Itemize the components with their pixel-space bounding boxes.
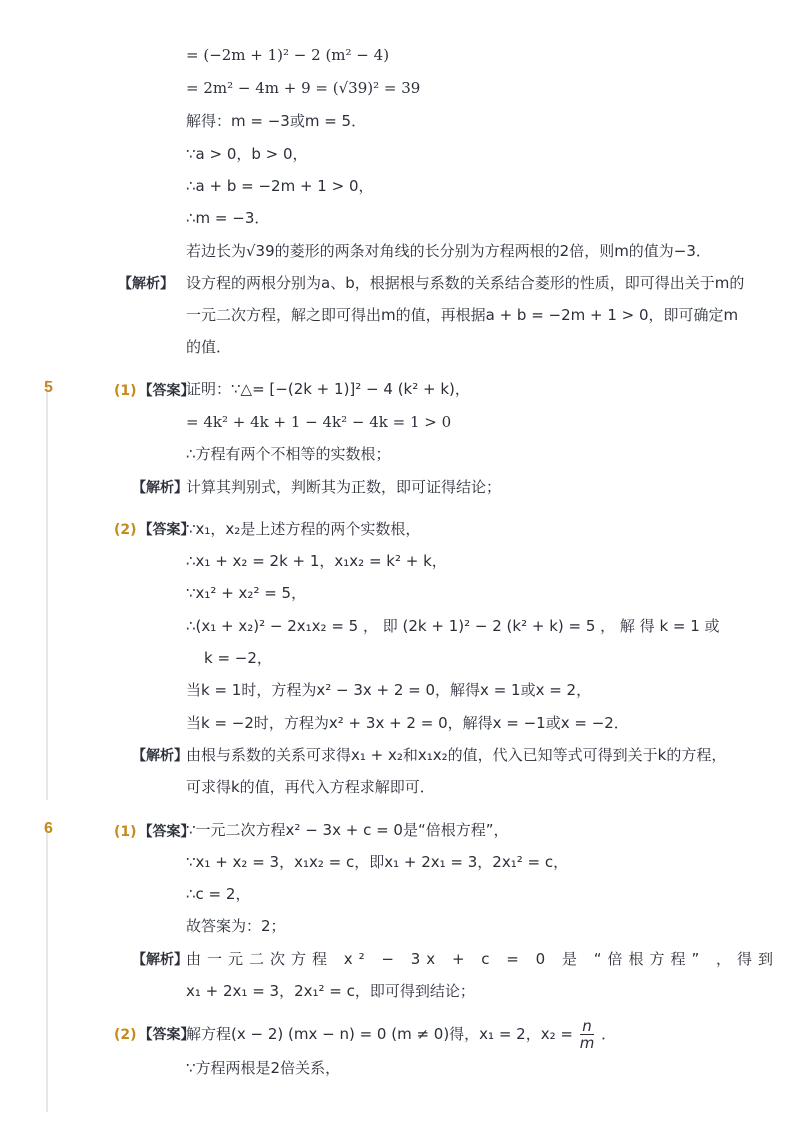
- analysis-label: 【解析】: [132, 480, 188, 496]
- solution-line-6: ∴m = −3．: [186, 209, 270, 227]
- answer-label-text: 【答案】: [138, 1027, 195, 1043]
- equation-line-2: = 2m² − 4m + 9 = (√39)² = 39: [186, 79, 421, 97]
- answer-line: 当k = 1时，方程为x² − 3x + 2 = 0，解得x = 1或x = 2，: [186, 681, 592, 699]
- answer-text: 解方程(x − 2) (mx − n) = 0 (m ≠ 0)得，x₁ = 2，x₂ =: [186, 1025, 573, 1043]
- part-index: (2): [114, 1027, 137, 1043]
- analysis-line: x₁ + 2x₁ = 3，2x₁² = c，即可得到结论；: [186, 982, 475, 1000]
- conclusion-line: 若边长为√39的菱形的两条对角线的长分别为方程两根的2倍，则m的值为−3．: [186, 242, 711, 260]
- part-index: (1): [114, 824, 137, 840]
- question-number: 5: [44, 379, 53, 396]
- analysis-label: 【解析】: [132, 952, 188, 968]
- analysis-label: 【解析】: [118, 276, 174, 292]
- answer-line: ∴(x₁ + x₂)² − 2x₁x₂ = 5 ， 即 (2k + 1)² − 2 (k² + k) = 5 ， 解 得 k = 1 或: [186, 617, 720, 635]
- answer-line: = 4k² + 4k + 1 − 4k² − 4k = 1 > 0: [186, 413, 452, 431]
- answer-line: 当k = −2时，方程为x² + 3x + 2 = 0，解得x = −1或x = −2．: [186, 714, 629, 732]
- answer-line: ∵x₁ + x₂ = 3，x₁x₂ = c，即x₁ + 2x₁ = 3，2x₁² = c，: [186, 853, 569, 871]
- question-number: 6: [44, 820, 53, 837]
- answer-line: k = −2，: [204, 649, 272, 667]
- fraction-numerator: n: [580, 1018, 595, 1035]
- analysis-line-3: 的值．: [186, 338, 232, 356]
- solution-line-3: 解得：m = −3或m = 5．: [186, 112, 367, 130]
- answer-label: [114, 821, 195, 841]
- analysis-label: 【解析】: [132, 748, 188, 764]
- question-5-rule: [46, 380, 48, 800]
- part-index: (2): [114, 522, 137, 538]
- equation-line-1: = (−2m + 1)² − 2 (m² − 4): [186, 46, 390, 64]
- solution-line-5: ∴a + b = −2m + 1 > 0，: [186, 177, 374, 195]
- answer-line: ∵方程两根是2倍关系，: [186, 1059, 341, 1077]
- part-index: (1): [114, 383, 137, 399]
- analysis-line-1: 设方程的两根分别为a、b，根据根与系数的关系结合菱形的性质，即可得出关于m的: [186, 274, 745, 292]
- solution-line-4: ∵a > 0，b > 0，: [186, 145, 308, 163]
- analysis-line: 计算其判别式，判断其为正数，即可证得结论；: [186, 478, 502, 496]
- question-6-rule: [46, 822, 48, 1112]
- analysis-line: 可求得k的值，再代入方程求解即可．: [186, 778, 435, 796]
- answer-text: ．: [601, 1025, 617, 1043]
- answer-label-text: 【答案】: [138, 522, 195, 538]
- answer-label: [114, 519, 195, 539]
- answer-label-text: 【答案】: [138, 383, 195, 399]
- answer-line: ∵一元二次方程x² − 3x + c = 0是“倍根方程”，: [186, 821, 509, 839]
- analysis-line: 由一元二次方程 x² − 3x + c = 0 是 “倍根方程” ，得到: [186, 950, 780, 968]
- answer-label-text: 【答案】: [138, 824, 195, 840]
- analysis-line: 由根与系数的关系可求得x₁ + x₂和x₁x₂的值，代入已知等式可得到关于k的方程，: [186, 746, 727, 764]
- answer-line: ∵x₁，x₂是上述方程的两个实数根，: [186, 520, 421, 538]
- analysis-line-2: 一元二次方程，解之即可得出m的值，再根据a + b = −2m + 1 > 0，即可确定m: [186, 306, 739, 324]
- answer-label: [114, 380, 195, 400]
- fraction-denominator: m: [579, 1034, 595, 1052]
- fraction: [580, 1018, 595, 1051]
- answer-line: 证明：∵△= [−(2k + 1)]² − 4 (k² + k)，: [186, 380, 470, 398]
- answer-line: ∴x₁ + x₂ = 2k + 1，x₁x₂ = k² + k，: [186, 552, 447, 570]
- answer-label: [114, 1024, 195, 1044]
- answer-line: ∴c = 2，: [186, 885, 251, 903]
- answer-line: 故答案为：2；: [186, 917, 286, 935]
- answer-line: ∵x₁² + x₂² = 5，: [186, 584, 307, 602]
- answer-line-with-fraction: [186, 1016, 616, 1052]
- answer-line: ∴方程有两个不相等的实数根；: [186, 445, 391, 463]
